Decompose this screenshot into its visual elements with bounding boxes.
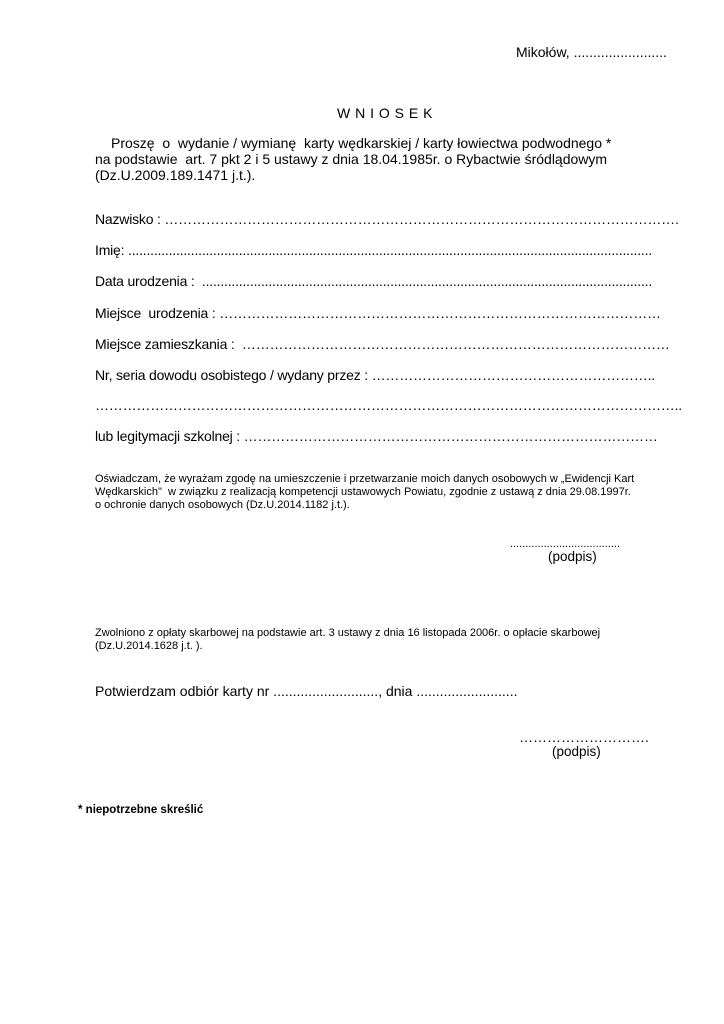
consent-line-1: Oświadczam, że wyrażam zgodę na umieszczenie i przetwarzanie moich danych osobowych w „Ewidencji Kart: [95, 473, 635, 485]
field-birth-date: Data urodzenia : ..........................................................................................................................: [95, 273, 653, 289]
signature-1-label: (podpis): [548, 549, 597, 564]
consent-line-3: o ochronie danych osobowych (Dz.U.2014.1182 j.t.).: [95, 499, 350, 511]
request-line-3: (Dz.U.2009.189.1471 j.t.).: [95, 167, 256, 183]
field-school-id: lub legitymacji szkolnej : ………………………………………………………………………………: [95, 428, 658, 444]
request-line-1: Proszę o wydanie / wymianę karty wędkarskiej / karty łowiectwa podwodnego *: [111, 135, 612, 151]
request-line-2: na podstawie art. 7 pkt 2 i 5 ustawy z dnia 18.04.1985r. o Rybactwie śródlądowym: [95, 151, 608, 167]
signature-2-line: ……………………….: [519, 729, 649, 745]
field-surname: Nazwisko : ………………………………………………………………………………………………….: [95, 211, 679, 227]
field-residence: Miejsce zamieszkania : …………………………………………………………………………………: [95, 336, 670, 352]
place-date: Mikołów, ........................: [516, 44, 667, 60]
receipt-confirmation: Potwierdzam odbiór karty nr ..........................., dnia ..........................: [95, 683, 518, 699]
field-first-name: Imię: ..............................................................................................................................................: [95, 242, 652, 258]
signature-2-label: (podpis): [552, 744, 601, 759]
consent-line-2: Wędkarskich" w związku z realizacją kompetencji ustawowych Powiatu, zgodnie z ustawą z dnia 29.08.1997r.: [95, 486, 631, 498]
document-title: W N I O S E K: [337, 105, 433, 121]
footnote: * niepotrzebne skreślić: [78, 804, 204, 816]
fee-line-1: Zwolniono z opłaty skarbowej na podstawie art. 3 ustawy z dnia 16 listopada 2006r. o opłacie skarbowej: [95, 627, 601, 639]
signature-1-line: ....................................: [510, 538, 621, 550]
field-id-document-continued: ………………………………………………………………………………………………………………..: [95, 397, 682, 413]
field-birth-place: Miejsce urodzenia : ……………………………………………………………………………………: [95, 305, 661, 321]
fee-line-2: (Dz.U.2014.1628 j.t. ).: [95, 640, 203, 652]
field-id-document: Nr, seria dowodu osobistego / wydany przez : ……………………………………………………..: [95, 367, 655, 383]
